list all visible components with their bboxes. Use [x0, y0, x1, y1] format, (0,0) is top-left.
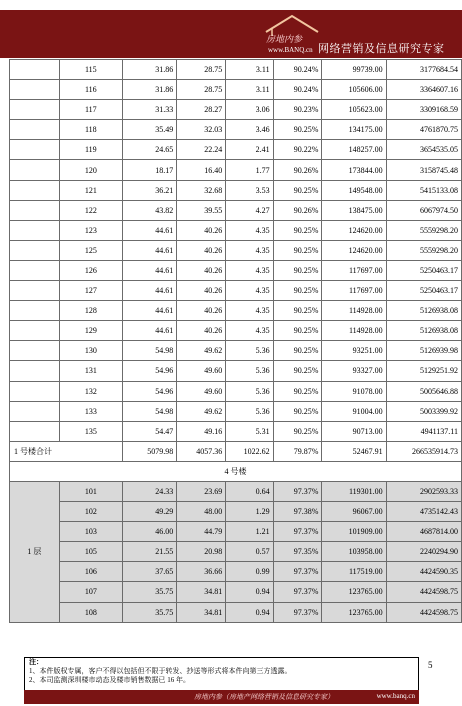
table-cell: 34.81 — [177, 602, 226, 622]
table-cell: 107 — [59, 582, 122, 602]
table-cell: 4424598.75 — [386, 582, 461, 602]
table-row — [10, 542, 462, 562]
subtotal-label: 1 号楼合计 — [10, 441, 123, 461]
table-row — [10, 160, 462, 180]
table-cell: 103 — [59, 522, 122, 542]
table-cell: 44.61 — [122, 281, 176, 301]
table-cell: 49.62 — [177, 341, 226, 361]
table-cell: 5.36 — [226, 381, 273, 401]
table-cell: 135 — [59, 421, 122, 441]
table-cell: 91078.00 — [322, 381, 386, 401]
table-cell — [10, 421, 60, 441]
table-cell — [10, 321, 60, 341]
table-cell: 5126939.98 — [386, 341, 461, 361]
table-cell: 120 — [59, 160, 122, 180]
table-cell: 40.26 — [177, 321, 226, 341]
table-cell: 5559298.20 — [386, 220, 461, 240]
table-cell: 49.29 — [122, 502, 176, 522]
table-cell — [10, 401, 60, 421]
table-cell: 3177684.54 — [386, 60, 461, 80]
table-cell: 90.25% — [273, 341, 322, 361]
table-cell: 101909.00 — [322, 522, 386, 542]
table-cell: 49.60 — [177, 381, 226, 401]
table-row — [10, 341, 462, 361]
table-cell: 90.22% — [273, 140, 322, 160]
table-row — [10, 60, 462, 80]
table-cell: 4.35 — [226, 301, 273, 321]
table-cell: 99739.00 — [322, 60, 386, 80]
table-cell — [10, 100, 60, 120]
table-cell: 122 — [59, 200, 122, 220]
table-row — [10, 421, 462, 441]
table-cell: 3309168.59 — [386, 100, 461, 120]
table-cell: 3364607.16 — [386, 80, 461, 100]
table-body-building-1 — [10, 60, 462, 442]
table-cell: 35.75 — [122, 602, 176, 622]
table-cell: 3.46 — [226, 120, 273, 140]
subtotal-row — [10, 441, 462, 461]
table-cell — [10, 80, 60, 100]
table-cell: 90.26% — [273, 160, 322, 180]
table-cell: 3654535.05 — [386, 140, 461, 160]
table-row — [10, 582, 462, 602]
table-cell: 90.25% — [273, 220, 322, 240]
table-cell: 97.38% — [273, 502, 322, 522]
table-cell: 3.11 — [226, 60, 273, 80]
table-row — [10, 361, 462, 381]
table-cell: 5250463.17 — [386, 260, 461, 280]
table-row — [10, 301, 462, 321]
table-cell: 90.23% — [273, 100, 322, 120]
table-cell — [10, 140, 60, 160]
table-cell — [10, 60, 60, 80]
table-cell: 21.55 — [122, 542, 176, 562]
table-cell — [10, 180, 60, 200]
table-cell: 126 — [59, 260, 122, 280]
table-cell: 97.37% — [273, 602, 322, 622]
subtotal-cell: 79.87% — [273, 441, 322, 461]
table-cell: 118 — [59, 120, 122, 140]
table-cell: 4.35 — [226, 220, 273, 240]
table-cell: 1.29 — [226, 502, 273, 522]
table-cell: 97.37% — [273, 562, 322, 582]
table-cell: 40.26 — [177, 301, 226, 321]
table-cell: 131 — [59, 361, 122, 381]
table-cell: 40.26 — [177, 260, 226, 280]
table-cell: 24.65 — [122, 140, 176, 160]
footer-brand: 房地内参（房地产网络营销及信息研究专家） — [194, 693, 334, 701]
table-cell: 4424598.75 — [386, 602, 461, 622]
table-cell: 90.25% — [273, 281, 322, 301]
table-cell: 90.25% — [273, 401, 322, 421]
table-row — [10, 200, 462, 220]
table-cell: 90.25% — [273, 381, 322, 401]
table-cell: 5005646.88 — [386, 381, 461, 401]
table-cell: 129 — [59, 321, 122, 341]
table-row — [10, 80, 462, 100]
table-cell: 4424590.35 — [386, 562, 461, 582]
table-cell: 31.33 — [122, 100, 176, 120]
table-cell: 31.86 — [122, 60, 176, 80]
table-cell: 2902593.33 — [386, 481, 461, 501]
table-cell: 32.68 — [177, 180, 226, 200]
table-cell: 35.75 — [122, 582, 176, 602]
table-row — [10, 120, 462, 140]
header-title: 网络营销及信息研究专家 — [318, 43, 445, 55]
table-cell: 97.37% — [273, 582, 322, 602]
sales-table — [9, 59, 462, 623]
table-cell: 5003399.92 — [386, 401, 461, 421]
table-row — [10, 502, 462, 522]
table-cell: 90.25% — [273, 120, 322, 140]
table-cell: 117519.00 — [322, 562, 386, 582]
table-cell: 24.33 — [122, 481, 176, 501]
table-row — [10, 100, 462, 120]
table-cell: 2.41 — [226, 140, 273, 160]
table-cell: 18.17 — [122, 160, 176, 180]
table-cell: 121 — [59, 180, 122, 200]
subtotal-body — [10, 441, 462, 481]
table-cell: 31.86 — [122, 80, 176, 100]
table-cell: 5.36 — [226, 341, 273, 361]
table-cell: 93327.00 — [322, 361, 386, 381]
note-item: 2、本司监测深圳楼市动态及楼市销售数据已 16 年。 — [29, 676, 190, 684]
table-cell: 123765.00 — [322, 582, 386, 602]
table-cell: 117 — [59, 100, 122, 120]
table-cell: 133 — [59, 401, 122, 421]
table-cell: 36.66 — [177, 562, 226, 582]
table-cell: 90.25% — [273, 301, 322, 321]
table-cell: 90.24% — [273, 80, 322, 100]
table-cell: 35.49 — [122, 120, 176, 140]
logo-url: www.BANQ.cn — [268, 46, 313, 54]
table-cell: 54.47 — [122, 421, 176, 441]
table-cell: 97.35% — [273, 542, 322, 562]
table-cell: 124620.00 — [322, 220, 386, 240]
table-cell — [10, 341, 60, 361]
table-cell: 49.62 — [177, 401, 226, 421]
table-cell: 96067.00 — [322, 502, 386, 522]
table-cell: 114928.00 — [322, 321, 386, 341]
table-row — [10, 240, 462, 260]
table-cell: 44.61 — [122, 260, 176, 280]
table-cell: 22.24 — [177, 140, 226, 160]
table-cell: 90.25% — [273, 240, 322, 260]
table-cell: 4.35 — [226, 240, 273, 260]
notes-title: 注： — [29, 658, 43, 666]
table-cell: 127 — [59, 281, 122, 301]
table-row — [10, 602, 462, 622]
table-cell: 4735142.43 — [386, 502, 461, 522]
footer-notes — [24, 657, 419, 690]
floor-label: 1 层 — [10, 481, 60, 622]
subtotal-cell: 1022.62 — [226, 441, 273, 461]
table-cell: 28.75 — [177, 60, 226, 80]
table-row — [10, 260, 462, 280]
subtotal-cell: 5079.98 — [122, 441, 176, 461]
table-cell: 32.03 — [177, 120, 226, 140]
table-cell: 5415133.08 — [386, 180, 461, 200]
table-cell: 44.61 — [122, 220, 176, 240]
subtotal-cell: 52467.91 — [322, 441, 386, 461]
table-cell: 49.16 — [177, 421, 226, 441]
table-cell: 0.57 — [226, 542, 273, 562]
table-row — [10, 220, 462, 240]
table-cell: 132 — [59, 381, 122, 401]
table-cell — [10, 220, 60, 240]
table-cell: 0.64 — [226, 481, 273, 501]
section-label: 4 号楼 — [10, 461, 462, 481]
table-row — [10, 562, 462, 582]
note-item: 1、本件版权专属，客户不得以包括但不限于转发、抄送等形式将本件向第三方透露。 — [29, 667, 292, 675]
table-cell: 119 — [59, 140, 122, 160]
table-cell: 54.98 — [122, 401, 176, 421]
table-row — [10, 281, 462, 301]
table-cell: 54.98 — [122, 341, 176, 361]
table-cell: 5126938.08 — [386, 301, 461, 321]
table-row — [10, 381, 462, 401]
table-cell: 148257.00 — [322, 140, 386, 160]
table-cell: 103958.00 — [322, 542, 386, 562]
table-cell: 124620.00 — [322, 240, 386, 260]
footer-bar — [24, 690, 419, 704]
table-cell: 54.96 — [122, 381, 176, 401]
table-cell: 40.26 — [177, 220, 226, 240]
table-cell: 106 — [59, 562, 122, 582]
table-cell — [10, 260, 60, 280]
table-cell: 23.69 — [177, 481, 226, 501]
table-cell: 44.79 — [177, 522, 226, 542]
table-cell: 138475.00 — [322, 200, 386, 220]
table-cell: 102 — [59, 502, 122, 522]
table-cell: 128 — [59, 301, 122, 321]
table-cell: 97.37% — [273, 522, 322, 542]
table-cell: 28.27 — [177, 100, 226, 120]
table-cell — [10, 301, 60, 321]
table-cell: 28.75 — [177, 80, 226, 100]
table-cell: 16.40 — [177, 160, 226, 180]
table-cell: 5.31 — [226, 421, 273, 441]
footer-url: www.banq.cn — [376, 692, 415, 700]
table-cell: 90713.00 — [322, 421, 386, 441]
table-cell: 90.25% — [273, 321, 322, 341]
table-cell: 3158745.48 — [386, 160, 461, 180]
table-cell: 115 — [59, 60, 122, 80]
table-row — [10, 140, 462, 160]
table-cell: 4.27 — [226, 200, 273, 220]
table-cell: 90.25% — [273, 361, 322, 381]
table-cell: 6067974.50 — [386, 200, 461, 220]
table-cell: 105 — [59, 542, 122, 562]
table-cell: 91004.00 — [322, 401, 386, 421]
table-cell: 105606.00 — [322, 80, 386, 100]
table-cell: 149548.00 — [322, 180, 386, 200]
table-cell: 114928.00 — [322, 301, 386, 321]
table-cell: 130 — [59, 341, 122, 361]
table-cell: 97.37% — [273, 481, 322, 501]
table-body-building-4 — [10, 481, 462, 622]
table-cell: 39.55 — [177, 200, 226, 220]
table-cell: 0.94 — [226, 582, 273, 602]
table-cell: 0.94 — [226, 602, 273, 622]
table-cell: 117697.00 — [322, 281, 386, 301]
subtotal-cell: 266535914.73 — [386, 441, 461, 461]
page-number: 5 — [428, 660, 433, 670]
table-cell — [10, 160, 60, 180]
table-cell — [10, 281, 60, 301]
table-cell — [10, 240, 60, 260]
table-cell — [10, 120, 60, 140]
table-row — [10, 401, 462, 421]
table-cell: 37.65 — [122, 562, 176, 582]
table-cell: 40.26 — [177, 240, 226, 260]
table-cell: 117697.00 — [322, 260, 386, 280]
table-cell: 123765.00 — [322, 602, 386, 622]
table-cell: 90.25% — [273, 180, 322, 200]
table-cell: 5129251.92 — [386, 361, 461, 381]
table-cell: 90.25% — [273, 421, 322, 441]
table-cell: 173844.00 — [322, 160, 386, 180]
table-cell: 5.36 — [226, 401, 273, 421]
table-cell: 44.61 — [122, 240, 176, 260]
table-cell: 20.98 — [177, 542, 226, 562]
table-row — [10, 522, 462, 542]
table-cell: 1.77 — [226, 160, 273, 180]
table-cell: 40.26 — [177, 281, 226, 301]
table-cell: 3.11 — [226, 80, 273, 100]
table-row — [10, 321, 462, 341]
table-cell: 123 — [59, 220, 122, 240]
table-cell: 48.00 — [177, 502, 226, 522]
table-cell: 5559298.20 — [386, 240, 461, 260]
table-cell: 46.00 — [122, 522, 176, 542]
table-cell: 4941137.11 — [386, 421, 461, 441]
table-cell: 4687814.00 — [386, 522, 461, 542]
table-cell: 4.35 — [226, 321, 273, 341]
table-cell: 5.36 — [226, 361, 273, 381]
table-cell: 4761870.75 — [386, 120, 461, 140]
table-cell — [10, 361, 60, 381]
table-cell: 5126938.08 — [386, 321, 461, 341]
table-cell: 54.96 — [122, 361, 176, 381]
table-cell: 0.99 — [226, 562, 273, 582]
table-cell: 116 — [59, 80, 122, 100]
table-cell: 101 — [59, 481, 122, 501]
table-cell: 49.60 — [177, 361, 226, 381]
table-cell: 108 — [59, 602, 122, 622]
header-banner — [0, 10, 462, 58]
subtotal-cell: 4057.36 — [177, 441, 226, 461]
section-row — [10, 461, 462, 481]
table-cell: 44.61 — [122, 301, 176, 321]
table-row — [10, 180, 462, 200]
table-cell: 2240294.90 — [386, 542, 461, 562]
table-row — [10, 481, 462, 501]
table-cell: 125 — [59, 240, 122, 260]
table-cell: 3.06 — [226, 100, 273, 120]
table-cell: 90.26% — [273, 200, 322, 220]
table-cell: 34.81 — [177, 582, 226, 602]
table-cell: 44.61 — [122, 321, 176, 341]
table-cell: 134175.00 — [322, 120, 386, 140]
table-cell: 5250463.17 — [386, 281, 461, 301]
table-cell: 36.21 — [122, 180, 176, 200]
logo-text: 房地内参 — [266, 34, 303, 44]
table-cell: 90.24% — [273, 60, 322, 80]
table-cell: 43.82 — [122, 200, 176, 220]
table-cell: 1.21 — [226, 522, 273, 542]
table-cell: 93251.00 — [322, 341, 386, 361]
table-cell: 105623.00 — [322, 100, 386, 120]
table-cell: 119301.00 — [322, 481, 386, 501]
table-cell: 90.25% — [273, 260, 322, 280]
table-cell: 3.53 — [226, 180, 273, 200]
table-cell: 4.35 — [226, 260, 273, 280]
table-cell: 4.35 — [226, 281, 273, 301]
table-cell — [10, 200, 60, 220]
table-cell — [10, 381, 60, 401]
